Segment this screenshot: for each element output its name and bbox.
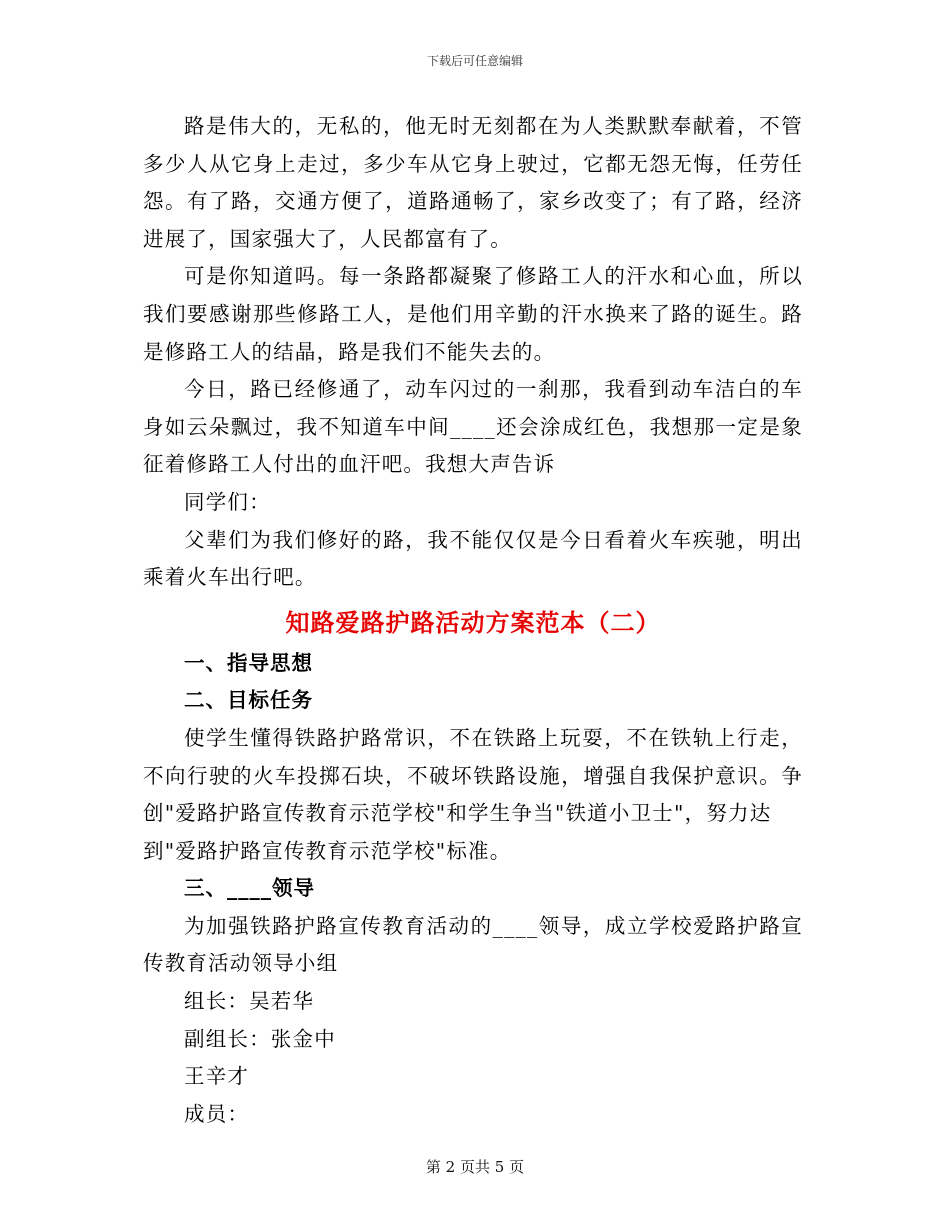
document-body	[143, 108, 803, 1133]
page-header-note: 下载后可任意编辑	[426, 54, 523, 68]
team-members: 成员：	[184, 1101, 250, 1126]
heading-leadership: 三、____领导	[184, 876, 315, 901]
team-deputy-2: 王辛才	[184, 1064, 250, 1089]
page-number: 第 2 页共 5 页	[425, 1158, 525, 1176]
paragraph-today: 今日，路已经修通了，动车闪过的一刹那，我看到动车洁白的车身如云朵飘过，我不知道车中间____还会涂成红色，我想那一定是象征着修路工人付出的血汗吧。我想大声告诉	[143, 377, 803, 477]
paragraph-goals: 使学生懂得铁路护路常识，不在铁路上玩耍，不在铁轨上行走，不向行驶的火车投掷石块，不破坏铁路设施，增强自我保护意识。争创"爱路护路宣传教育示范学校"和学生争当"铁道小卫士"，努力达	[143, 725, 803, 826]
paragraph-leadership: 为加强铁路护路宣传教育活动的____领导，成立学校爱路护路宣传教育活动领导小组	[143, 913, 803, 976]
paragraph-road-workers: 可是你知道吗。每一条路都凝聚了修路工人的汗水和心血，所以我们要感谢那些修路工人，是他们用辛勤的汗水换来了路的诞生。路是修路工人的结晶，路是我们不能失去的。	[143, 264, 803, 364]
team-deputy: 副组长：张金中	[184, 1026, 336, 1051]
paragraph-road-praise: 路是伟大的，无私的，他无时无刻都在为人类默默奉献着，不管多少人从它身上走过，多少车从它身上驶过，它都无怨无悔，任劳任怨。有了路，交通方便了，道路通畅了，家乡改变了；有了路，经济进展了，国家强大了，人民都富有了。	[143, 114, 803, 251]
paragraph-goals-end: 到"爱路护路宣传教育示范学校"标准。	[143, 838, 512, 863]
paragraph-closing: 父辈们为我们修好的路，我不能仅仅是今日看着火车疾驰，明出乘着火车出行吧。	[143, 527, 803, 590]
classmates-line: 同学们：	[184, 489, 271, 514]
section-title: 知路爱路护路活动方案范本（二）	[285, 608, 661, 637]
heading-guiding-thought: 一、指导思想	[184, 650, 313, 675]
heading-goals: 二、目标任务	[184, 688, 313, 713]
team-leader: 组长：吴若华	[184, 989, 315, 1014]
